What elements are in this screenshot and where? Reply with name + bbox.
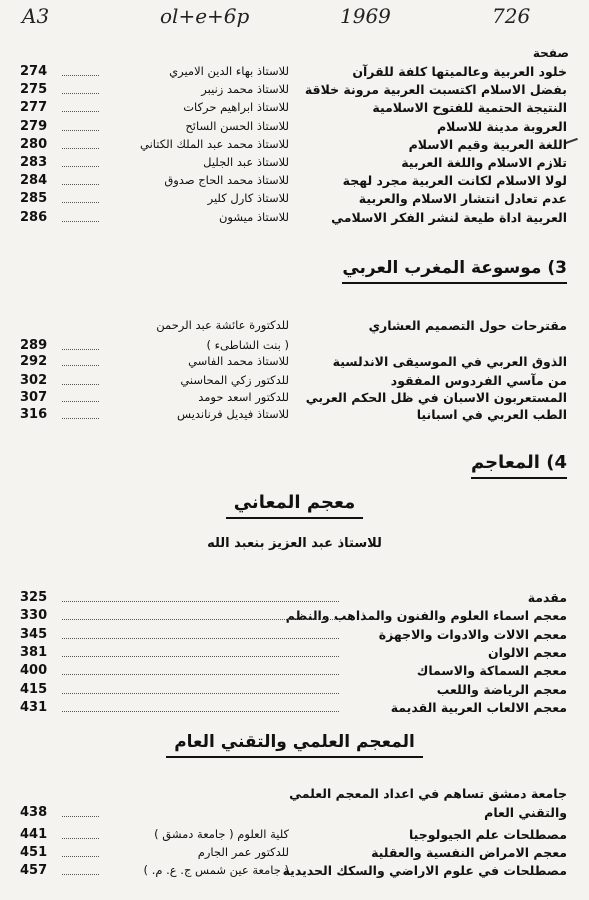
leader-dots (62, 148, 99, 149)
toc-title: الطب العربي في اسبانيا (416, 407, 567, 422)
science-heading (0, 732, 589, 752)
toc-page-number: 316 (20, 407, 48, 422)
handwritten-code-mid: ol+e+6p (160, 4, 250, 28)
section-4-heading: 4) المعاجم (471, 452, 567, 479)
toc-row (0, 210, 589, 228)
toc-author: كلية العلوم ( جامعة دمشق ) (154, 827, 289, 841)
toc-row (0, 608, 589, 626)
toc-title: النتيجة الحتمية للفتوح الاسلامية (372, 100, 567, 116)
toc-author: للاستاذ فيديل فرنانديس (177, 407, 289, 421)
toc-row (0, 191, 589, 209)
toc-row (0, 318, 589, 336)
handwritten-number: 726 (492, 4, 531, 28)
toc-row (0, 100, 589, 118)
handwritten-year: 1969 (340, 4, 391, 28)
toc-page-number: 457 (20, 863, 48, 878)
toc-title: اللغة العربية وقيم الاسلام (408, 136, 567, 152)
toc-row (0, 663, 589, 681)
toc-page-number: 274 (20, 64, 48, 79)
toc-author: للاستاذ عبد الجليل (203, 155, 289, 169)
section-3-heading: 3) موسوعة المغرب العربي (342, 258, 567, 284)
leader-dots (62, 166, 99, 167)
toc-title: جامعة دمشق تساهم في اعداد المعجم العلمي (289, 786, 567, 801)
toc-title: لولا الاسلام لكانت العربية مجرد لهجة (342, 173, 567, 189)
toc-page-number: 280 (20, 136, 48, 152)
leader-dots (62, 384, 99, 385)
toc-page-number: 381 (20, 644, 48, 660)
meanings-heading-text: معجم المعاني (226, 492, 364, 519)
toc-author: للدكتور اسعد حومد (198, 390, 289, 404)
science-heading-text: المعجم العلمي والتقني العام (166, 732, 423, 758)
toc-author: للاستاذ محمد زنيبر (201, 82, 289, 97)
leader-dots (62, 401, 99, 402)
toc-page-number: 286 (20, 209, 48, 225)
toc-title: عدم تعادل انتشار الاسلام والعربية (358, 191, 567, 207)
leader-dots (62, 838, 99, 839)
toc-page-number: 277 (20, 100, 48, 116)
toc-page-number: 345 (20, 626, 48, 642)
leader-dots (62, 365, 99, 366)
toc-author: للاستاذ بهاء الدين الاميري (169, 64, 289, 78)
leader-dots (62, 711, 339, 712)
leader-dots (62, 202, 99, 203)
toc-page-number: 292 (20, 354, 48, 369)
toc-author: للاستاذ كارل كلير (207, 191, 289, 206)
toc-author: للاستاذ محمد الحاج صدوق (164, 173, 289, 188)
leader-dots (62, 619, 339, 620)
toc-title: العربية اداة طيعة لنشر الفكر الاسلامي (331, 209, 567, 225)
toc-title: بفضل الاسلام اكتسبت العربية مرونة خلاقة (304, 82, 567, 98)
toc-page-number: 275 (20, 82, 48, 98)
toc-row (0, 373, 589, 391)
leader-dots (62, 693, 339, 694)
leader-dots (62, 184, 99, 185)
toc-title: معجم الالوان (487, 644, 567, 660)
toc-title: معجم الرياضة واللعب (436, 681, 567, 697)
toc-page-number: 307 (20, 390, 48, 405)
leader-dots (62, 130, 99, 131)
toc-page-number: 284 (20, 173, 48, 189)
page-column-label: صفحة (532, 46, 569, 60)
toc-title: معجم اسماء العلوم والفنون والمذاهب والنظم (285, 608, 567, 624)
toc-row (0, 590, 589, 608)
leader-dots (62, 674, 339, 675)
toc-author: للدكتور عمر الجارم (197, 845, 289, 859)
toc-page-number: 431 (20, 699, 48, 715)
toc-author: للدكتورة عائشة عبد الرحمن (156, 318, 289, 332)
toc-author: للدكتور زكي المحاسني (180, 373, 289, 387)
toc-page-number: 289 (20, 338, 48, 353)
leader-dots (62, 75, 99, 76)
toc-row (0, 845, 589, 863)
toc-author: ( جامعة عين شمس ج. ع. م. ) (143, 863, 289, 877)
toc-author: للاستاذ ابراهيم حركات (183, 100, 289, 115)
leader-dots (62, 638, 339, 639)
toc-row (0, 119, 589, 137)
toc-page-number: 330 (20, 608, 48, 624)
toc-author: للاستاذ محمد الفاسي (188, 354, 289, 368)
leader-dots (62, 349, 99, 350)
toc-page-number: 438 (20, 805, 48, 820)
meanings-heading (0, 492, 589, 513)
toc-row (0, 173, 589, 191)
leader-dots (62, 418, 99, 419)
leader-dots (62, 93, 99, 94)
toc-row (0, 805, 589, 823)
toc-page-number: 285 (20, 191, 48, 207)
toc-row (0, 390, 589, 408)
toc-title: تلازم الاسلام واللغة العربية (401, 155, 567, 170)
toc-page-number: 415 (20, 681, 48, 697)
toc-page-number: 325 (20, 590, 48, 605)
toc-title: مقترحات حول التصميم العشاري (368, 318, 567, 333)
toc-author: للاستاذ محمد عبد الملك الكتاني (139, 136, 289, 151)
toc-row (0, 82, 589, 100)
toc-row (0, 786, 589, 804)
toc-title: معجم الالعاب العربية القديمة (390, 699, 567, 715)
toc-row (0, 627, 589, 645)
toc-page-number: 400 (20, 663, 48, 679)
handwritten-code-left: A3 (22, 4, 50, 28)
toc-title: المستعربون الاسبان في ظل الحكم العربي (305, 390, 567, 405)
leader-dots (62, 111, 99, 112)
toc-title: والتقني العام (484, 805, 567, 820)
toc-row (0, 700, 589, 718)
toc-title: الذوق العربي في الموسيقى الاندلسية (332, 354, 567, 369)
leader-dots (62, 221, 99, 222)
toc-author: ( بنت الشاطىء ) (206, 338, 289, 352)
toc-author: للاستاذ ميشون (218, 209, 289, 224)
toc-row (0, 645, 589, 663)
toc-row (0, 407, 589, 425)
toc-page-number: 441 (20, 827, 48, 842)
toc-row (0, 354, 589, 372)
toc-author: للاستاذ الحسن السائح (185, 118, 289, 133)
toc-page-number: 302 (20, 373, 48, 388)
leader-dots (62, 601, 339, 602)
toc-title: خلود العربية وعالميتها كلفة للقرآن (352, 64, 567, 79)
toc-title: معجم السماكة والاسماك (416, 663, 567, 679)
toc-title: مصطلحات في علوم الاراضي والسكك الحديدية (282, 863, 567, 878)
leader-dots (62, 656, 339, 657)
toc-title: مقدمة (527, 590, 567, 605)
meanings-author: للاستاذ عبد العزيز بنعبد الله (207, 536, 382, 551)
toc-title: العروبة مدينة للاسلام (436, 118, 567, 134)
toc-row (0, 863, 589, 881)
toc-page-number: 279 (20, 118, 48, 134)
leader-dots (62, 816, 99, 817)
toc-title: معجم الالات والادوات والاجهزة (378, 626, 567, 642)
toc-row (0, 155, 589, 173)
toc-page-number: 283 (20, 155, 48, 170)
toc-title: مصطلحات علم الجيولوجيا (408, 827, 567, 842)
toc-row (0, 137, 589, 155)
toc-row (0, 827, 589, 845)
leader-dots (62, 874, 99, 875)
toc-title: معجم الامراض النفسية والعقلية (371, 845, 567, 860)
toc-page-number: 451 (20, 845, 48, 860)
toc-title: من مآسي الفردوس المفقود (390, 373, 567, 388)
leader-dots (62, 856, 99, 857)
toc-row (0, 682, 589, 700)
toc-row (0, 64, 589, 82)
